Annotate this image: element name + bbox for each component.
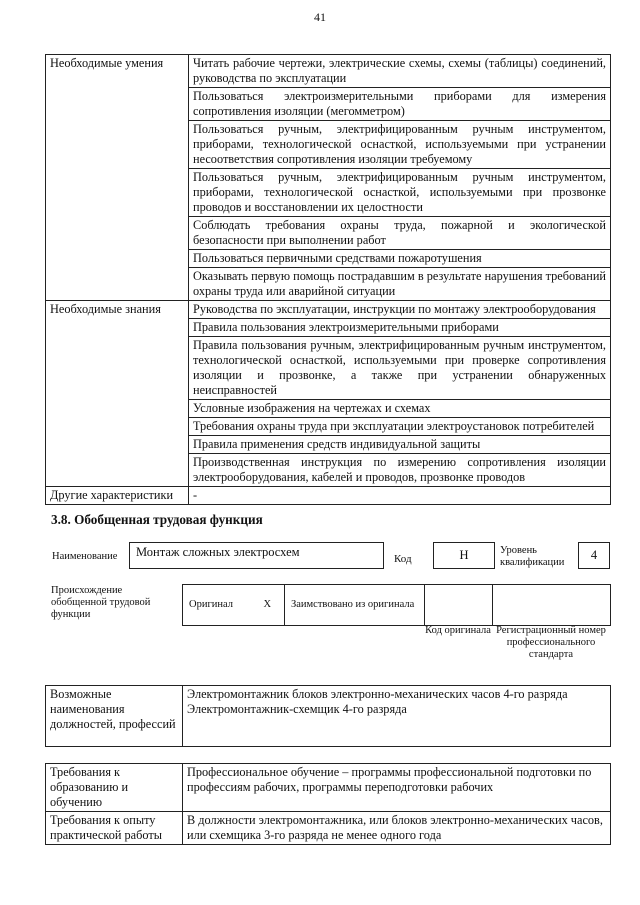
caption-reg: Регистрационный номер профессионального стандарта [496,625,606,660]
skills-item: Оказывать первую помощь пострадавшим в результате нарушения требований охраны труда или аварийной ситуации [189,268,611,301]
req-education-value: Профессиональное обучение – программы профессиональной подготовки по профессиям рабочих, программы переподготовки рабочих [183,764,611,812]
skills-item: Пользоваться ручным, электрифицированным ручным инструментом, приборами, технологической оснасткой, используемыми при устранении несоответствия сопротивления изоляции требуемому [189,121,611,169]
level-value: 4 [578,542,610,569]
skills-row-label: Необходимые знания [46,301,189,487]
req-experience-value: В должности электромонтажника, или блоков электронно-механических часов, или схемщика 3-го разряда не менее одного года [183,812,611,845]
skills-row [46,301,611,319]
borrowed-label: Заимствовано из оригинала [285,585,425,626]
skills-item: Читать рабочие чертежи, электрические схемы, схемы (таблицы) соединений, руководства по эксплуатации [189,55,611,88]
skills-item: Пользоваться первичными средствами пожаротушения [189,250,611,268]
positions-label: Возможные наименования должностей, профессий [46,686,183,747]
skills-item: Руководства по эксплуатации, инструкции по монтажу электрооборудования [189,301,611,319]
skills-item: Требования охраны труда при эксплуатации электроустановок потребителей [189,418,611,436]
name-label: Наименование [52,551,118,562]
caption-code: Код оригинала [425,625,491,636]
original-code-cell [425,585,493,626]
code-value: H [433,542,495,569]
skills-item: Правила пользования ручным, электрифицированным ручным инструментом, технологической оснасткой, используемыми при проверке сопротивления изоляции и прозвонке, а также при устранении обнаруженных неисправностей [189,337,611,400]
req-education-label: Требования к образованию и обучению [46,764,183,812]
skills-table [45,54,611,505]
original-label: Оригинал [183,585,251,626]
skills-row [46,487,611,505]
skills-row-label: Необходимые умения [46,55,189,301]
skills-item: Правила применения средств индивидуальной защиты [189,436,611,454]
level-label: Уровень квалификации [500,545,565,568]
skills-row [46,55,611,88]
skills-item: Условные изображения на чертежах и схемах [189,400,611,418]
code-label: Код [394,553,412,565]
skills-item: Соблюдать требования охраны труда, пожарной и экологической безопасности при выполнении работ [189,217,611,250]
skills-item: Правила пользования электроизмерительными приборами [189,319,611,337]
original-mark: X [251,585,285,626]
skills-item: - [189,487,611,505]
positions-value [183,686,611,747]
requirements-table [45,763,611,845]
position-line: Электромонтажник-схемщик 4-го разряда [187,702,407,716]
skills-item: Пользоваться ручным, электрифицированным ручным инструментом, приборами, технологической оснасткой, используемыми при прозвонке проводов и восстановлении их целостности [189,169,611,217]
skills-item: Пользоваться электроизмерительными приборами для измерения сопротивления изоляции (мегомметром) [189,88,611,121]
section-heading: 3.8. Обобщенная трудовая функция [51,512,263,527]
reg-number-cell [493,585,611,626]
req-experience-label: Требования к опыту практической работы [46,812,183,845]
name-value: Монтаж сложных электросхем [129,542,384,569]
position-line: Электромонтажник блоков электронно-механических часов 4-го разряда [187,687,568,701]
skills-row-label: Другие характеристики [46,487,189,505]
origin-table [182,584,611,626]
skills-item: Производственная инструкция по измерению сопротивления изоляции электрооборудования, кабелей и проводов, прозвонке проводов [189,454,611,487]
positions-table [45,685,611,747]
origin-label: Происхождение обобщенной трудовой функции [51,585,151,620]
page-number: 41 [314,10,326,24]
